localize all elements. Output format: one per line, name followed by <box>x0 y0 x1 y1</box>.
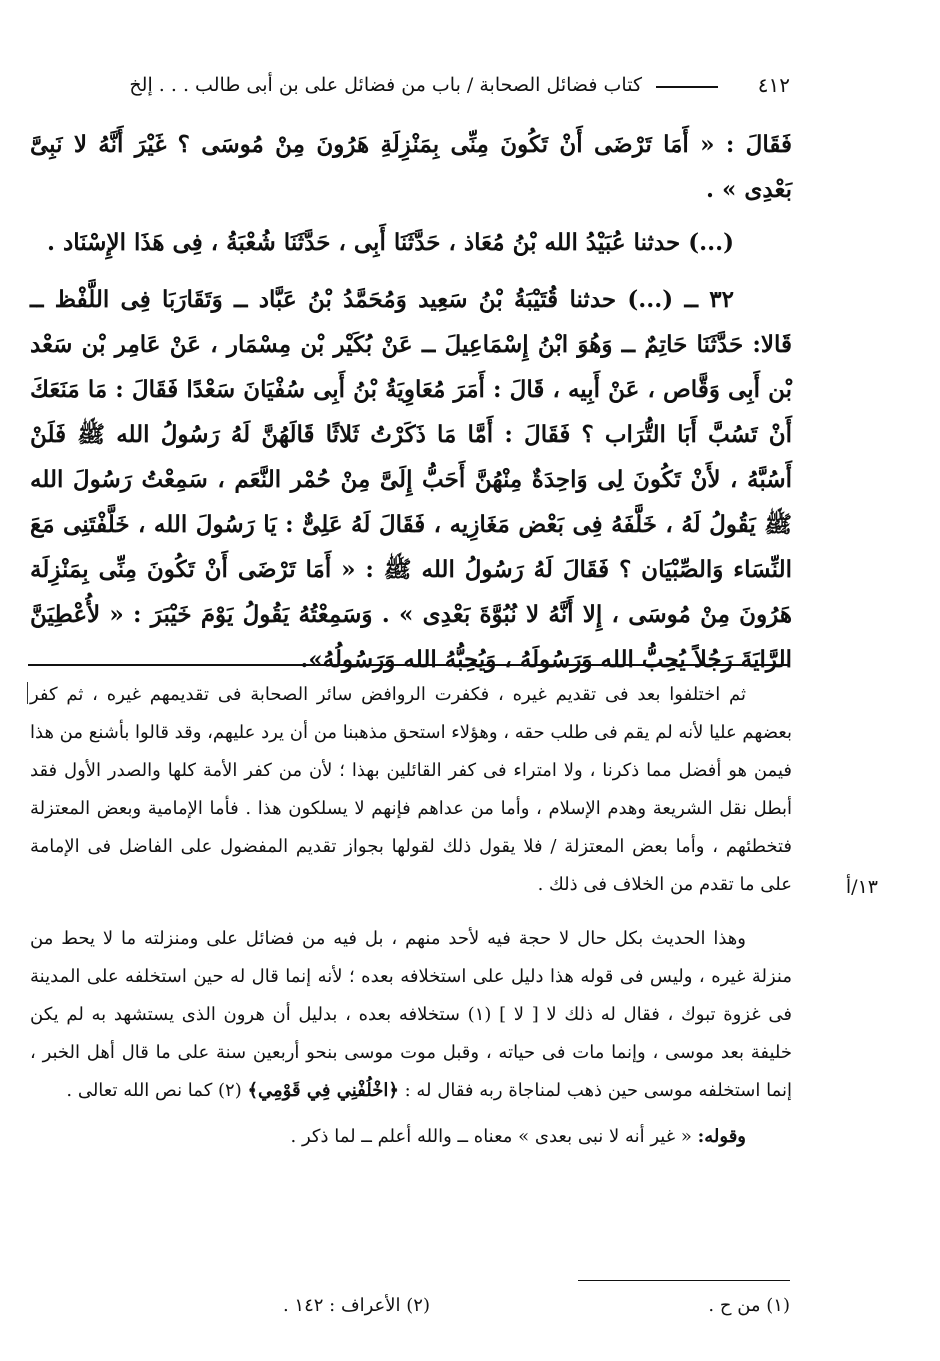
margin-tick <box>27 682 28 704</box>
commentary-paragraph-1: ثم اختلفوا بعد فى تقديم غيره ، فكفرت الروافض سائر الصحابة فى تقديمهم غيره ، ثم كفر بعضهم عليا لأنه لم يقم فى طلب حقه ، وهؤلاء استحق مذهبنا من أن يرد عليهم، وقد قالوا بأشنع من هذا فيمن هو أفضل مما ذكرنا ، ولا امتراء فى كفر القائلين بهذا ؛ لأن من كفر الأمة كلها والصدر الأول فقد أبطل نقل الشريعة وهدم الإسلام ، وأما من عداهم فإنهم لا يسلكون هذا . فأما الإمامية وبعض المعتزلة فتخطئهم ، وأما بعض المعتزلة / فلا يقول ذلك لقولها بجواز تقديم المفضول على الفاضل فى الإمامة على ما تقدم من الخلاف فى ذلك . <box>30 684 792 895</box>
quran-quote: ﴿اخْلُفْنِي فِي قَوْمِي﴾ <box>247 1080 399 1101</box>
footnotes <box>30 1288 790 1324</box>
footnote-1: (١) من ح . <box>708 1295 790 1316</box>
text-separator <box>28 664 790 666</box>
main-text <box>30 122 792 682</box>
commentary-paragraph-2 <box>30 920 792 1110</box>
chain-paragraph: (...) حدثنا عُبَيْدُ الله بْنُ مُعَاذ ، حَدَّثَنَا أَبِى ، حَدَّثَنَا شُعْبَةُ ، فِى هَذَا الإِسْنَاد . <box>46 229 734 256</box>
hadith-paragraph: ٣٢ ــ (...) حدثنا قُتَيْبَةُ بْنُ سَعِيد وَمُحَمَّدُ بْنُ عَبَّاد ــ وَتَقَارَبَا فِى اللَّفْظ ــ قَالا: حَدَّثَنَا حَاتِمٌ ــ وَهُوَ ابْنُ إِسْمَاعِيلَ ــ عَنْ بُكَيْر بْن مِسْمَار ، عَنْ عَامِر بْن سَعْد بْن أَبِى وَقَّاص ، عَنْ أَبِيه ، قَالَ : أَمَرَ مُعَاوِيَةُ بْنُ أَبِى سُفْيَانَ سَعْدًا فَقَالَ : مَا مَنَعَكَ أَنْ تَسُبَّ أَبَا التُّرَاب ؟ فَقَالَ : أَمَّا مَا ذَكَرْتُ ثَلاثًا قَالَهُنَّ لَهُ رَسُولُ الله ﷺ فَلَنْ أَسُبَّهُ ، لأَنْ تَكُونَ لِى وَاحِدَةٌ مِنْهُنَّ أَحَبُّ إِلَىَّ مِنْ حُمْر النَّعَم ، سَمِعْتُ رَسُولَ الله ﷺ يَقُولُ لَهُ ، خَلَّفَهُ فِى بَعْض مَغَازِيه ، فَقَالَ لَهُ عَلِىٌّ : يَا رَسُولَ الله ، خَلَّفْتَنِى مَعَ النِّسَاء وَالصِّبْيَان ؟ فَقَالَ لَهُ رَسُولُ الله ﷺ : « أَمَا تَرْضَى أَنْ تَكُونَ مِنِّى بِمَنْزِلَة هَرُونَ مِنْ مُوسَى ، إِلا أَنَّهُ لا نُبُوَّةَ بَعْدِى » . وَسَمِعْتُهُ يَقُولُ يَوْمَ خَيْبَرَ : « لأُعْطِيَنَّ الرَّايَةَ رَجُلاً يُحِبُّ الله وَرَسُولَهُ ، وَيُحِبُّهُ الله وَرَسُولُهُ». <box>30 286 792 673</box>
folio-margin-note: ١٣/أ <box>845 876 878 898</box>
page-header <box>30 68 790 102</box>
commentary-paragraph-2-end: (٢) كما نص الله تعالى . <box>66 1080 242 1101</box>
commentary-paragraph-3 <box>30 1118 792 1156</box>
footnote-2: (٢) الأعراف : ١٤٢ . <box>282 1295 430 1316</box>
running-title: كتاب فضائل الصحابة / باب من فضائل على بن أبى طالب . . . إلخ <box>129 74 642 96</box>
commentary-speaker: وقوله: <box>697 1126 746 1147</box>
header-dash <box>656 86 718 88</box>
commentary-paragraph-3-text: « غير أنه لا نبى بعدى » معناه ــ والله أعلم ــ لما ذكر . <box>290 1126 692 1147</box>
intro-paragraph: فَقَالَ : « أَمَا تَرْضَى أَنْ تَكُونَ مِنِّى بِمَنْزِلَةِ هَرُونَ مِنْ مُوسَى ؟ غَيْرَ أَنَّهُ لا نَبِىَّ بَعْدِى » . <box>30 131 792 203</box>
commentary <box>30 676 792 1156</box>
page-number: ٤١٢ <box>757 73 790 97</box>
footnote-separator <box>578 1280 790 1281</box>
commentary-paragraph-2-text: وهذا الحديث بكل حال لا حجة فيه لأحد منهم ، بل فيه من فضائل على ومنزلته ما لا يحط من منزلة غيره ، وليس فى قوله هذا دليل على استخلافه بعده ؛ لأنه إنما قال له حين استخلفه على المدينة فى غزوة تبوك ، فقال له ذلك لا [ لا ] (١) ستخلافه بعده ، بدليل أن هرون الذى يستشهد به لم يكن خليفة بعد موسى ، وإنما مات فى حياته ، وقبل موت موسى بنحو أربعين سنة على ما قال أهل الخبر ، إنما استخلفه موسى حين ذهب لمناجاة ربه فقال له : <box>30 928 792 1101</box>
